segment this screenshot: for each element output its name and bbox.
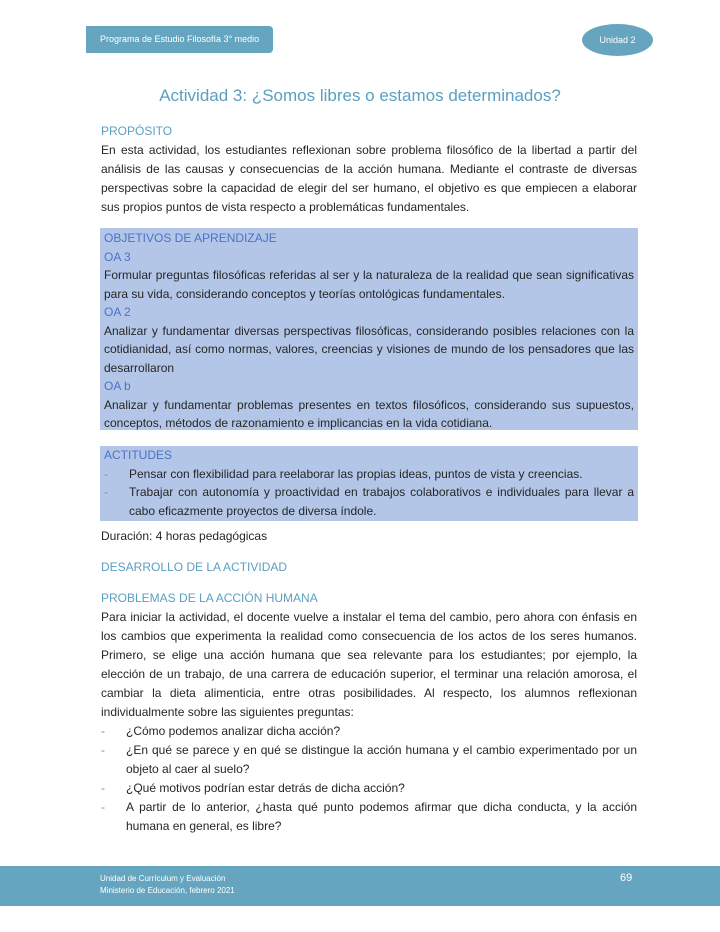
objetivos-box	[100, 228, 638, 430]
desarrollo-text: Para iniciar la actividad, el docente vuelve a instalar el tema del cambio, pero ahora con énfasis en los cambios que experimenta la realidad como consecuencia de los actos de los seres humanos. Primero, se elige una acción humana que sea relevante para los estudiantes; por ejemplo, la elección de un trabajo, de una carrera de educación superior, el terminar una relación amorosa, el cambiar la dieta alimenticia, entre otras posibilidades. Al respecto, los alumnos reflexionan individualmente sobre las siguientes preguntas:	[101, 610, 637, 719]
question-item: - A partir de lo anterior, ¿hasta qué punto podemos afirmar que dicha conducta, y la acción humana en general, es libre?	[101, 798, 637, 836]
oa-text: Analizar y fundamentar problemas presentes en textos filosóficos, considerando sus supuestos, conceptos, métodos de razonamiento e implicancias en la vida cotidiana.	[104, 397, 634, 430]
unit-badge: Unidad 2	[582, 24, 653, 56]
actitudes-heading: ACTITUDES	[104, 448, 173, 462]
actitud-item: - Pensar con flexibilidad para reelaborar las propias ideas, puntos de vista y creencias.	[104, 465, 634, 484]
question-item: - ¿Qué motivos podrían estar detrás de dicha acción?	[101, 779, 637, 798]
program-header-tab: Programa de Estudio Filosofía 3° medio	[86, 26, 273, 53]
activity-title: Actividad 3: ¿Somos libres o estamos determinados?	[159, 86, 561, 105]
oa-text: Analizar y fundamentar diversas perspectivas filosóficas, considerando posibles relaciones con la cotidianidad, así como normas, valores, creencias y visiones de mundo de los pensadores que las desarrollaron	[104, 323, 634, 375]
actitud-item: - Trabajar con autonomía y proactividad en trabajos colaborativos e individuales para llevar a cabo eficazmente proyectos de diversa índole.	[104, 483, 634, 520]
questions-list	[101, 722, 637, 836]
oa-code: OA 3	[104, 249, 131, 264]
page-number: 69	[620, 872, 633, 884]
actitudes-box	[100, 446, 638, 521]
actitudes-list	[104, 465, 634, 521]
desarrollo-heading-label: DESARROLLO DE LA ACTIVIDAD	[101, 560, 288, 574]
oa-code: OA b	[104, 379, 131, 393]
oa-code: OA 2	[104, 305, 131, 319]
page-footer	[0, 866, 720, 906]
desarrollo-section	[101, 589, 637, 836]
footer-ministry: Ministerio de Educación, febrero 2021	[100, 886, 235, 895]
proposito-text: En esta actividad, los estudiantes reflexionan sobre problema filosófico de la libertad a partir del análisis de las causas y consecuencias de la acción humana. Mediante el contraste de diversas perspectivas sobre la capacidad de elegir del ser humano, el objetivo es que empiecen a elaborar sus propios puntos de vista respecto a problemáticas fundamentales.	[101, 143, 637, 214]
footer-unit: Unidad de Currículum y Evaluación	[100, 874, 226, 883]
desarrollo-heading	[101, 558, 637, 577]
oa-text: Formular preguntas filosóficas referidas al ser y la naturaleza de la realidad que sean significativas para su vida, considerando conceptos y teorías ontológicas fundamentales.	[104, 268, 634, 301]
question-item: - ¿Cómo podemos analizar dicha acción?	[101, 722, 637, 741]
duracion-text: Duración: 4 horas pedagógicas	[101, 529, 268, 543]
proposito-heading: PROPÓSITO	[101, 124, 173, 138]
proposito-section	[101, 122, 637, 217]
objetivos-heading: OBJETIVOS DE APRENDIZAJE	[104, 231, 277, 245]
question-item: - ¿En qué se parece y en qué se distingue la acción humana y el cambio experimentado por un objeto al caer al suelo?	[101, 741, 637, 779]
problemas-subheading: PROBLEMAS DE LA ACCIÓN HUMANA	[101, 591, 318, 605]
